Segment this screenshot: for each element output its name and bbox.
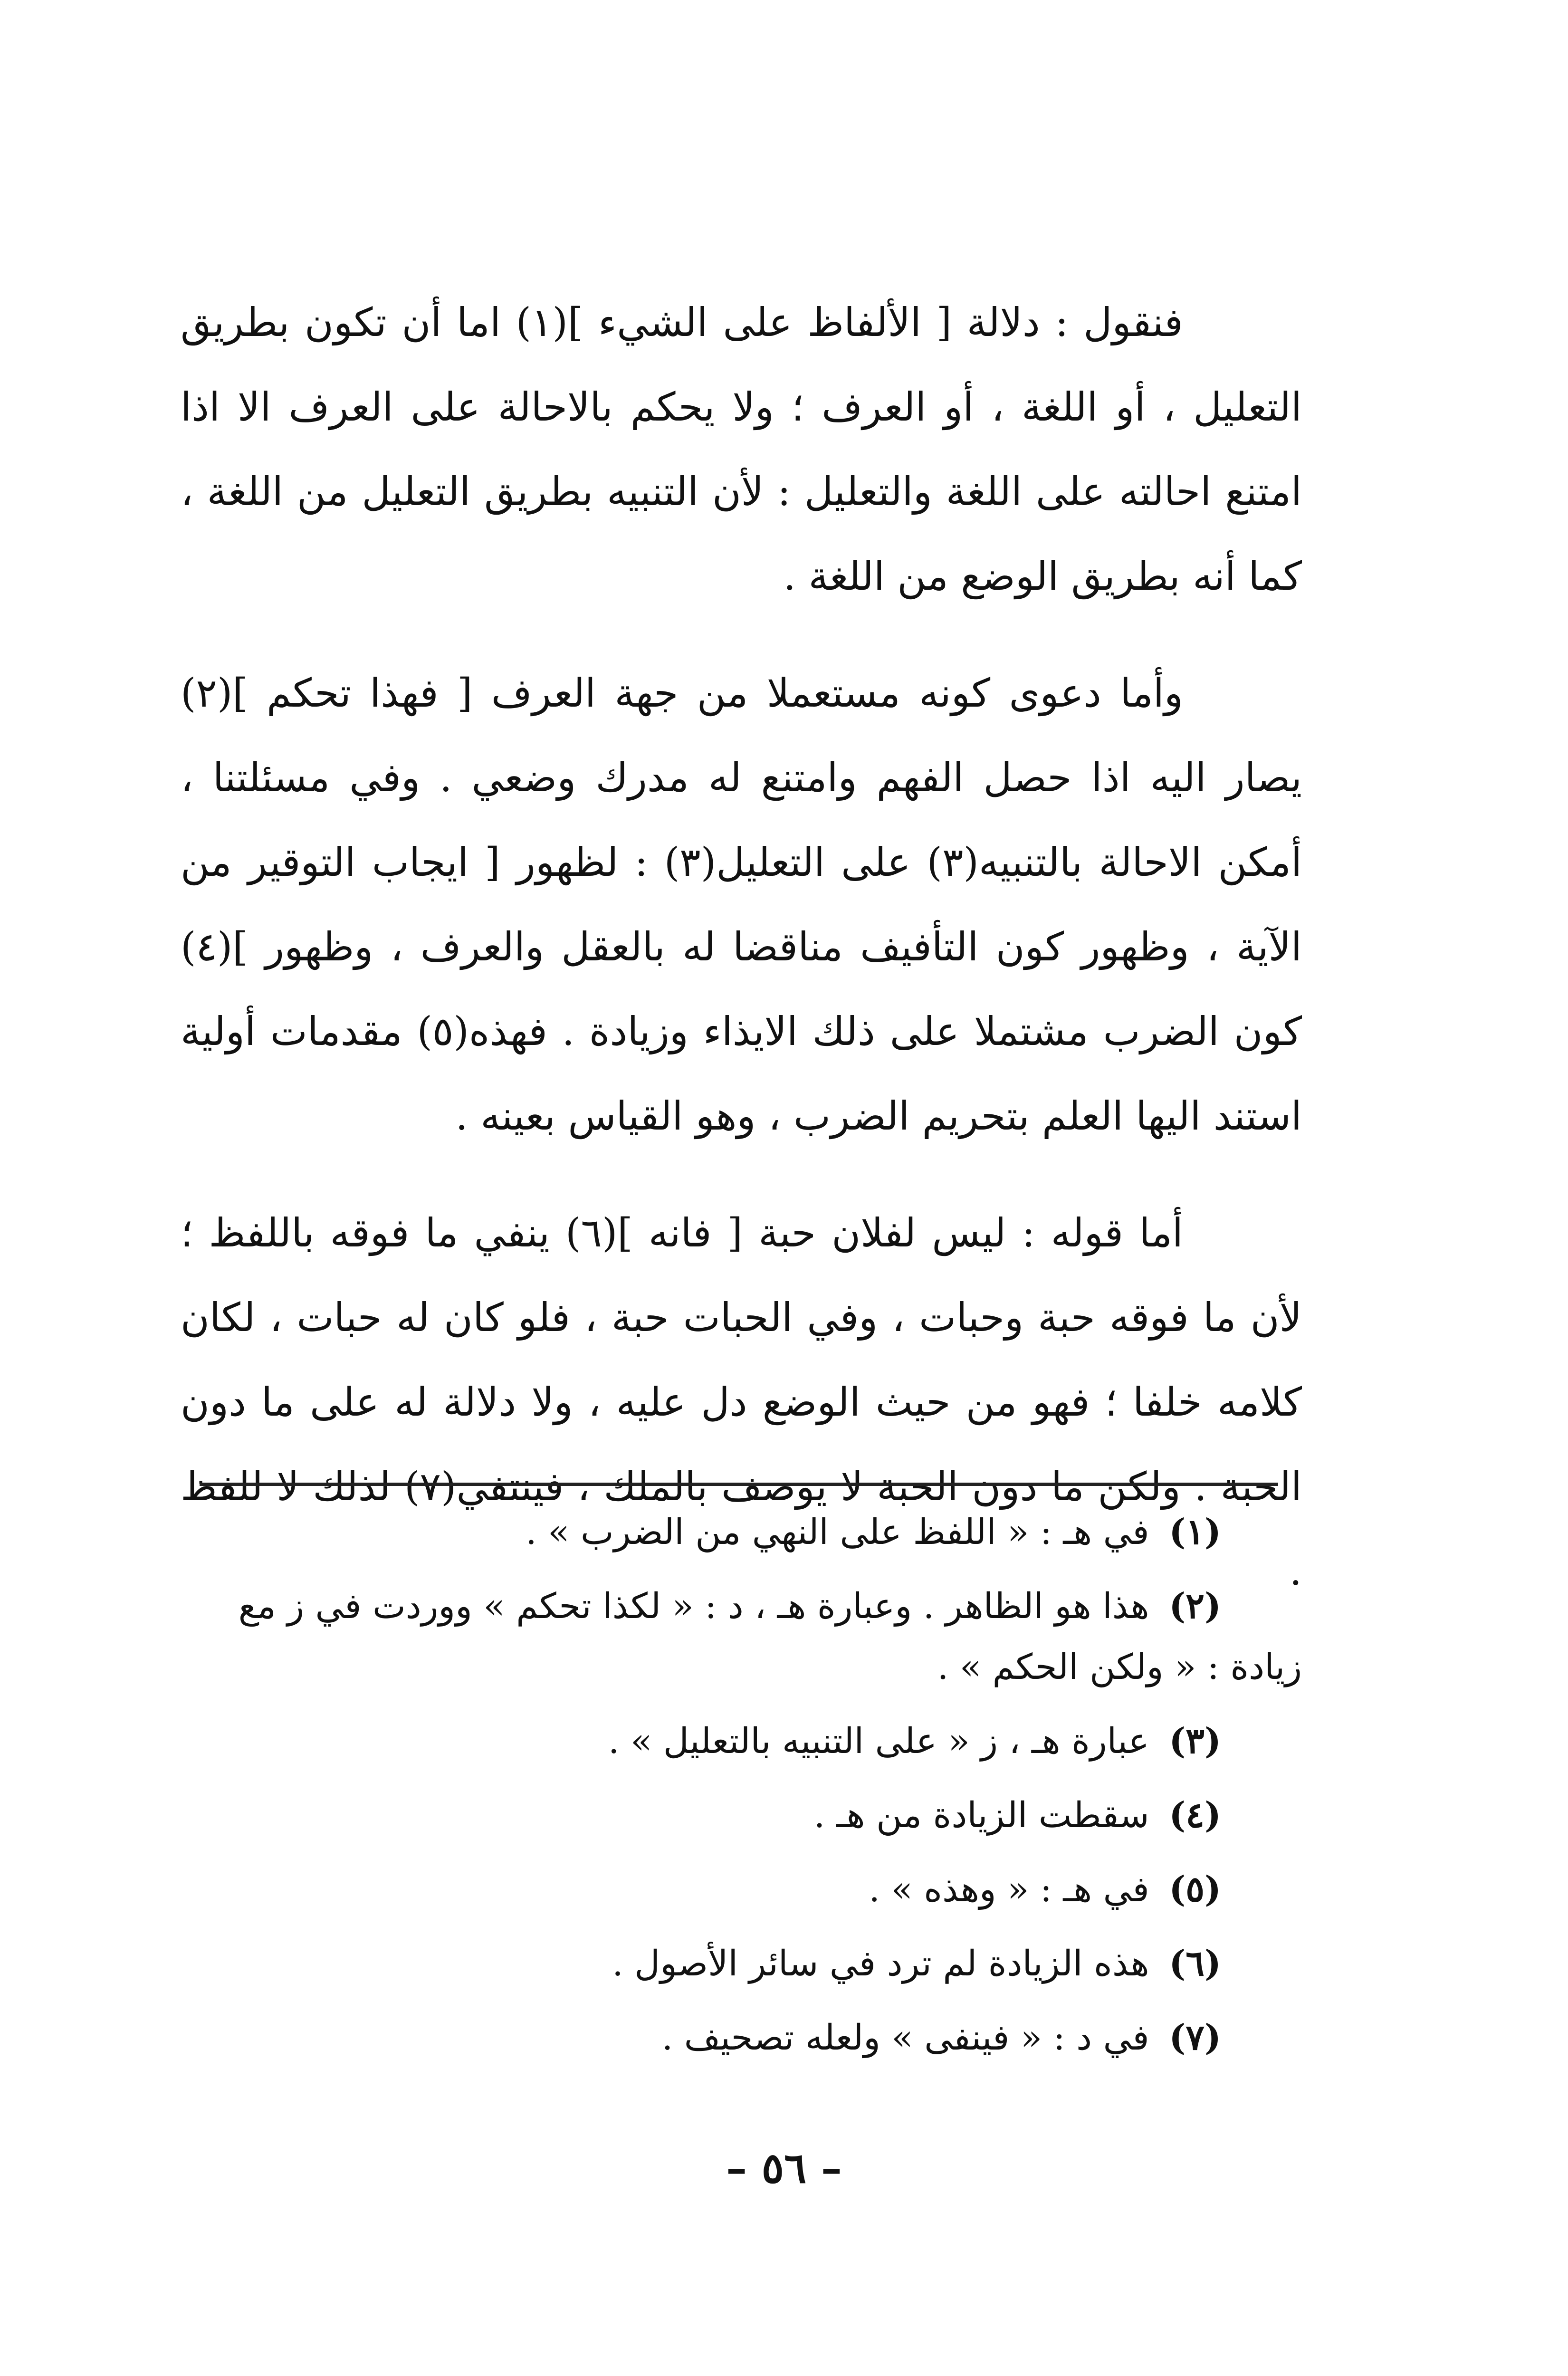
footnote-1 bbox=[181, 1502, 1302, 1562]
footnote-text: هذا هو الظاهر . وعبارة هـ ، د : « لكذا تحكم » ووردت في ز مع زيادة : « ولكن الحكم » . bbox=[238, 1586, 1302, 1687]
footnote-number: (٥) bbox=[1169, 1869, 1221, 1910]
footnote-number: (٧) bbox=[1169, 2017, 1221, 2058]
footnotes bbox=[181, 1502, 1302, 2081]
footnote-text: هذه الزيادة لم ترد في سائر الأصول . bbox=[612, 1943, 1149, 1984]
footnote-number: (٢) bbox=[1169, 1586, 1221, 1627]
footnote-text: سقطت الزيادة من هـ . bbox=[813, 1795, 1149, 1836]
paragraph-1: فنقول : دلالة [ الألفاظ على الشيء ](١) اما أن تكون بطريق التعليل ، أو اللغة ، أو العرف ؛ ولا يحكم بالاحالة على العرف الا اذا امتنع احالته على اللغة والتعليل : لأن التنبيه بطريق التعليل من اللغة ، كما أنه بطريق الوضع من اللغة . bbox=[181, 299, 1302, 599]
footnote-2 bbox=[181, 1576, 1302, 1697]
footnote-text: في هـ : « وهذه » . bbox=[869, 1869, 1149, 1910]
footnote-number: (٣) bbox=[1169, 1721, 1221, 1762]
page-number: – ٥٦ – bbox=[726, 2143, 842, 2193]
paragraph-2: وأما دعوى كونه مستعملا من جهة العرف [ فهذا تحكم ](٢) يصار اليه اذا حصل الفهم وامتنع له مدرك وضعي . وفي مسئلتنا ، أمكن الاحالة بالتنبيه(٣) على التعليل(٣) : لظهور [ ايجاب التوقير من الآية ، وظهور كون التأفيف مناقضا له بالعقل والعرف ، وظهور ](٤) كون الضرب مشتملا على ذلك الايذاء وزيادة . فهذه(٥) مقدمات أولية استند اليها العلم بتحريم الضرب ، وهو القياس بعينه . bbox=[181, 670, 1302, 1139]
paragraph-3: أما قوله : ليس لفلان حبة [ فانه ](٦) ينفي ما فوقه باللفظ ؛ لأن ما فوقه حبة وحبات ، وفي الحبات حبة ، فلو كان له حبات ، لكان كلامه خلفا ؛ فهو من حيث الوضع دل عليه ، ولا دلالة له على ما دون الحبة . ولكن ما دون الحبة لا يوصف بالملك ، فينتفي(٧) لذلك لا للفظ . bbox=[181, 1210, 1302, 1594]
footnote-number: (٦) bbox=[1169, 1943, 1221, 1984]
main-text bbox=[181, 280, 1302, 1646]
footnote-text: عبارة هـ ، ز « على التنبيه بالتعليل » . bbox=[608, 1721, 1149, 1762]
footnote-text: في د : « فينفى » ولعله تصحيف . bbox=[661, 2017, 1149, 2058]
footnote-number: (١) bbox=[1169, 1512, 1221, 1552]
footnote-number: (٤) bbox=[1169, 1795, 1221, 1836]
footnote-text: في هـ : « اللفظ على النهي من الضرب » . bbox=[526, 1512, 1149, 1552]
footnote-6 bbox=[181, 1933, 1302, 1994]
footnote-separator bbox=[200, 1483, 1278, 1486]
footnote-4 bbox=[181, 1785, 1302, 1846]
footnote-3 bbox=[181, 1711, 1302, 1772]
footnote-7 bbox=[181, 2007, 1302, 2068]
footnote-5 bbox=[181, 1859, 1302, 1920]
